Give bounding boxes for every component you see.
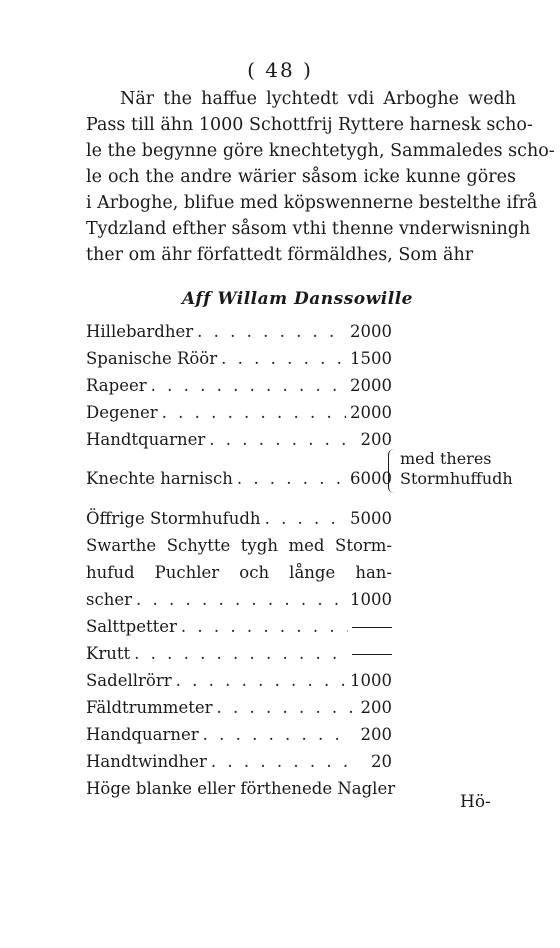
leader-dots xyxy=(151,372,346,399)
item-quantity: 200 xyxy=(360,698,392,717)
item-quantity-dash xyxy=(352,613,392,640)
item-quantity-dash xyxy=(352,640,392,667)
inventory-list xyxy=(86,318,396,802)
item-name: Salttpetter xyxy=(86,617,177,636)
list-item xyxy=(86,532,392,559)
leader-dots xyxy=(197,318,346,345)
paragraph-line: i Arboghe, blifue med köpswennerne bestelthe ifrå xyxy=(86,193,538,213)
item-name: Höge blanke eller förthenede Nagler xyxy=(86,779,396,798)
item-name: hufud Puchler och långe han- xyxy=(86,563,392,582)
list-item xyxy=(86,748,392,775)
item-name: Knechte harnisch xyxy=(86,469,233,488)
item-quantity: 2000 xyxy=(350,322,392,341)
leader-dots xyxy=(134,640,348,667)
list-item xyxy=(86,318,392,345)
note-line: med theres xyxy=(400,449,492,468)
item-quantity: 2000 xyxy=(350,376,392,395)
leader-dots xyxy=(176,667,346,694)
item-name: Handtwindher xyxy=(86,752,207,771)
list-item xyxy=(86,721,392,748)
item-quantity: 6000 xyxy=(350,469,392,488)
list-item xyxy=(86,586,392,613)
item-name: Handquarner xyxy=(86,725,199,744)
item-name: Öffrige Stormhufudh xyxy=(86,509,261,528)
leader-dots xyxy=(203,721,352,748)
item-quantity: 2000 xyxy=(350,403,392,422)
leader-dots xyxy=(265,505,346,532)
paragraph-line: Tydzland efther såsom vthi thenne vnderwisningh xyxy=(86,219,531,239)
item-quantity: 1000 xyxy=(350,671,392,690)
item-quantity: 1500 xyxy=(350,349,392,368)
item-name: Sadellrörr xyxy=(86,671,172,690)
paragraph-line: le the begynne göre knechtetygh, Sammaledes scho- xyxy=(86,141,555,161)
leader-dots xyxy=(217,694,353,721)
leader-dots xyxy=(162,399,346,426)
list-item xyxy=(86,775,396,802)
curly-brace xyxy=(388,449,397,493)
body-paragraph xyxy=(86,86,555,268)
list-item xyxy=(86,426,392,453)
leader-dots xyxy=(209,426,352,453)
item-name: Rapeer xyxy=(86,376,147,395)
leader-dots xyxy=(237,453,346,505)
paragraph-line: le och the andre wärier såsom icke kunne göres xyxy=(86,167,516,187)
item-name: Krutt xyxy=(86,644,131,663)
item-name: Handtquarner xyxy=(86,430,206,449)
item-name: scher xyxy=(86,590,132,609)
list-item xyxy=(86,559,392,586)
item-quantity: 20 xyxy=(371,752,392,771)
page-number: ( 48 ) xyxy=(247,58,313,82)
item-quantity: 200 xyxy=(360,725,392,744)
item-name: Degener xyxy=(86,403,158,422)
brace-note xyxy=(396,449,513,489)
leader-dots xyxy=(211,748,352,775)
list-item xyxy=(86,640,392,667)
item-name: Swarthe Schytte tygh med Storm- xyxy=(86,536,392,555)
list-item xyxy=(86,505,392,532)
section-heading: Aff Willam Danssowille xyxy=(182,289,413,309)
paragraph-line: ther om ähr författedt förmäldhes, Som ähr xyxy=(86,245,474,265)
leader-dots xyxy=(221,345,346,372)
list-item xyxy=(86,694,392,721)
list-item xyxy=(86,667,392,694)
note-line: Stormhuffudh xyxy=(400,469,513,488)
item-name: Spanische Röör xyxy=(86,349,218,368)
leader-dots xyxy=(136,586,346,613)
paragraph-line: När the haffue lychtedt vdi Arboghe wedh xyxy=(120,89,516,109)
item-quantity: 1000 xyxy=(350,590,392,609)
list-item xyxy=(86,613,392,640)
list-item xyxy=(86,453,392,505)
leader-dots xyxy=(181,613,348,640)
list-item xyxy=(86,372,392,399)
catchword: Hö- xyxy=(460,792,491,812)
list-item xyxy=(86,345,392,372)
item-quantity: 200 xyxy=(360,430,392,449)
item-name: Hillebardher xyxy=(86,322,194,341)
paragraph-line: Pass till ähn 1000 Schottfrij Ryttere harnesk scho- xyxy=(86,115,533,135)
item-name: Fäldtrummeter xyxy=(86,698,213,717)
item-quantity: 5000 xyxy=(350,509,392,528)
list-item xyxy=(86,399,392,426)
